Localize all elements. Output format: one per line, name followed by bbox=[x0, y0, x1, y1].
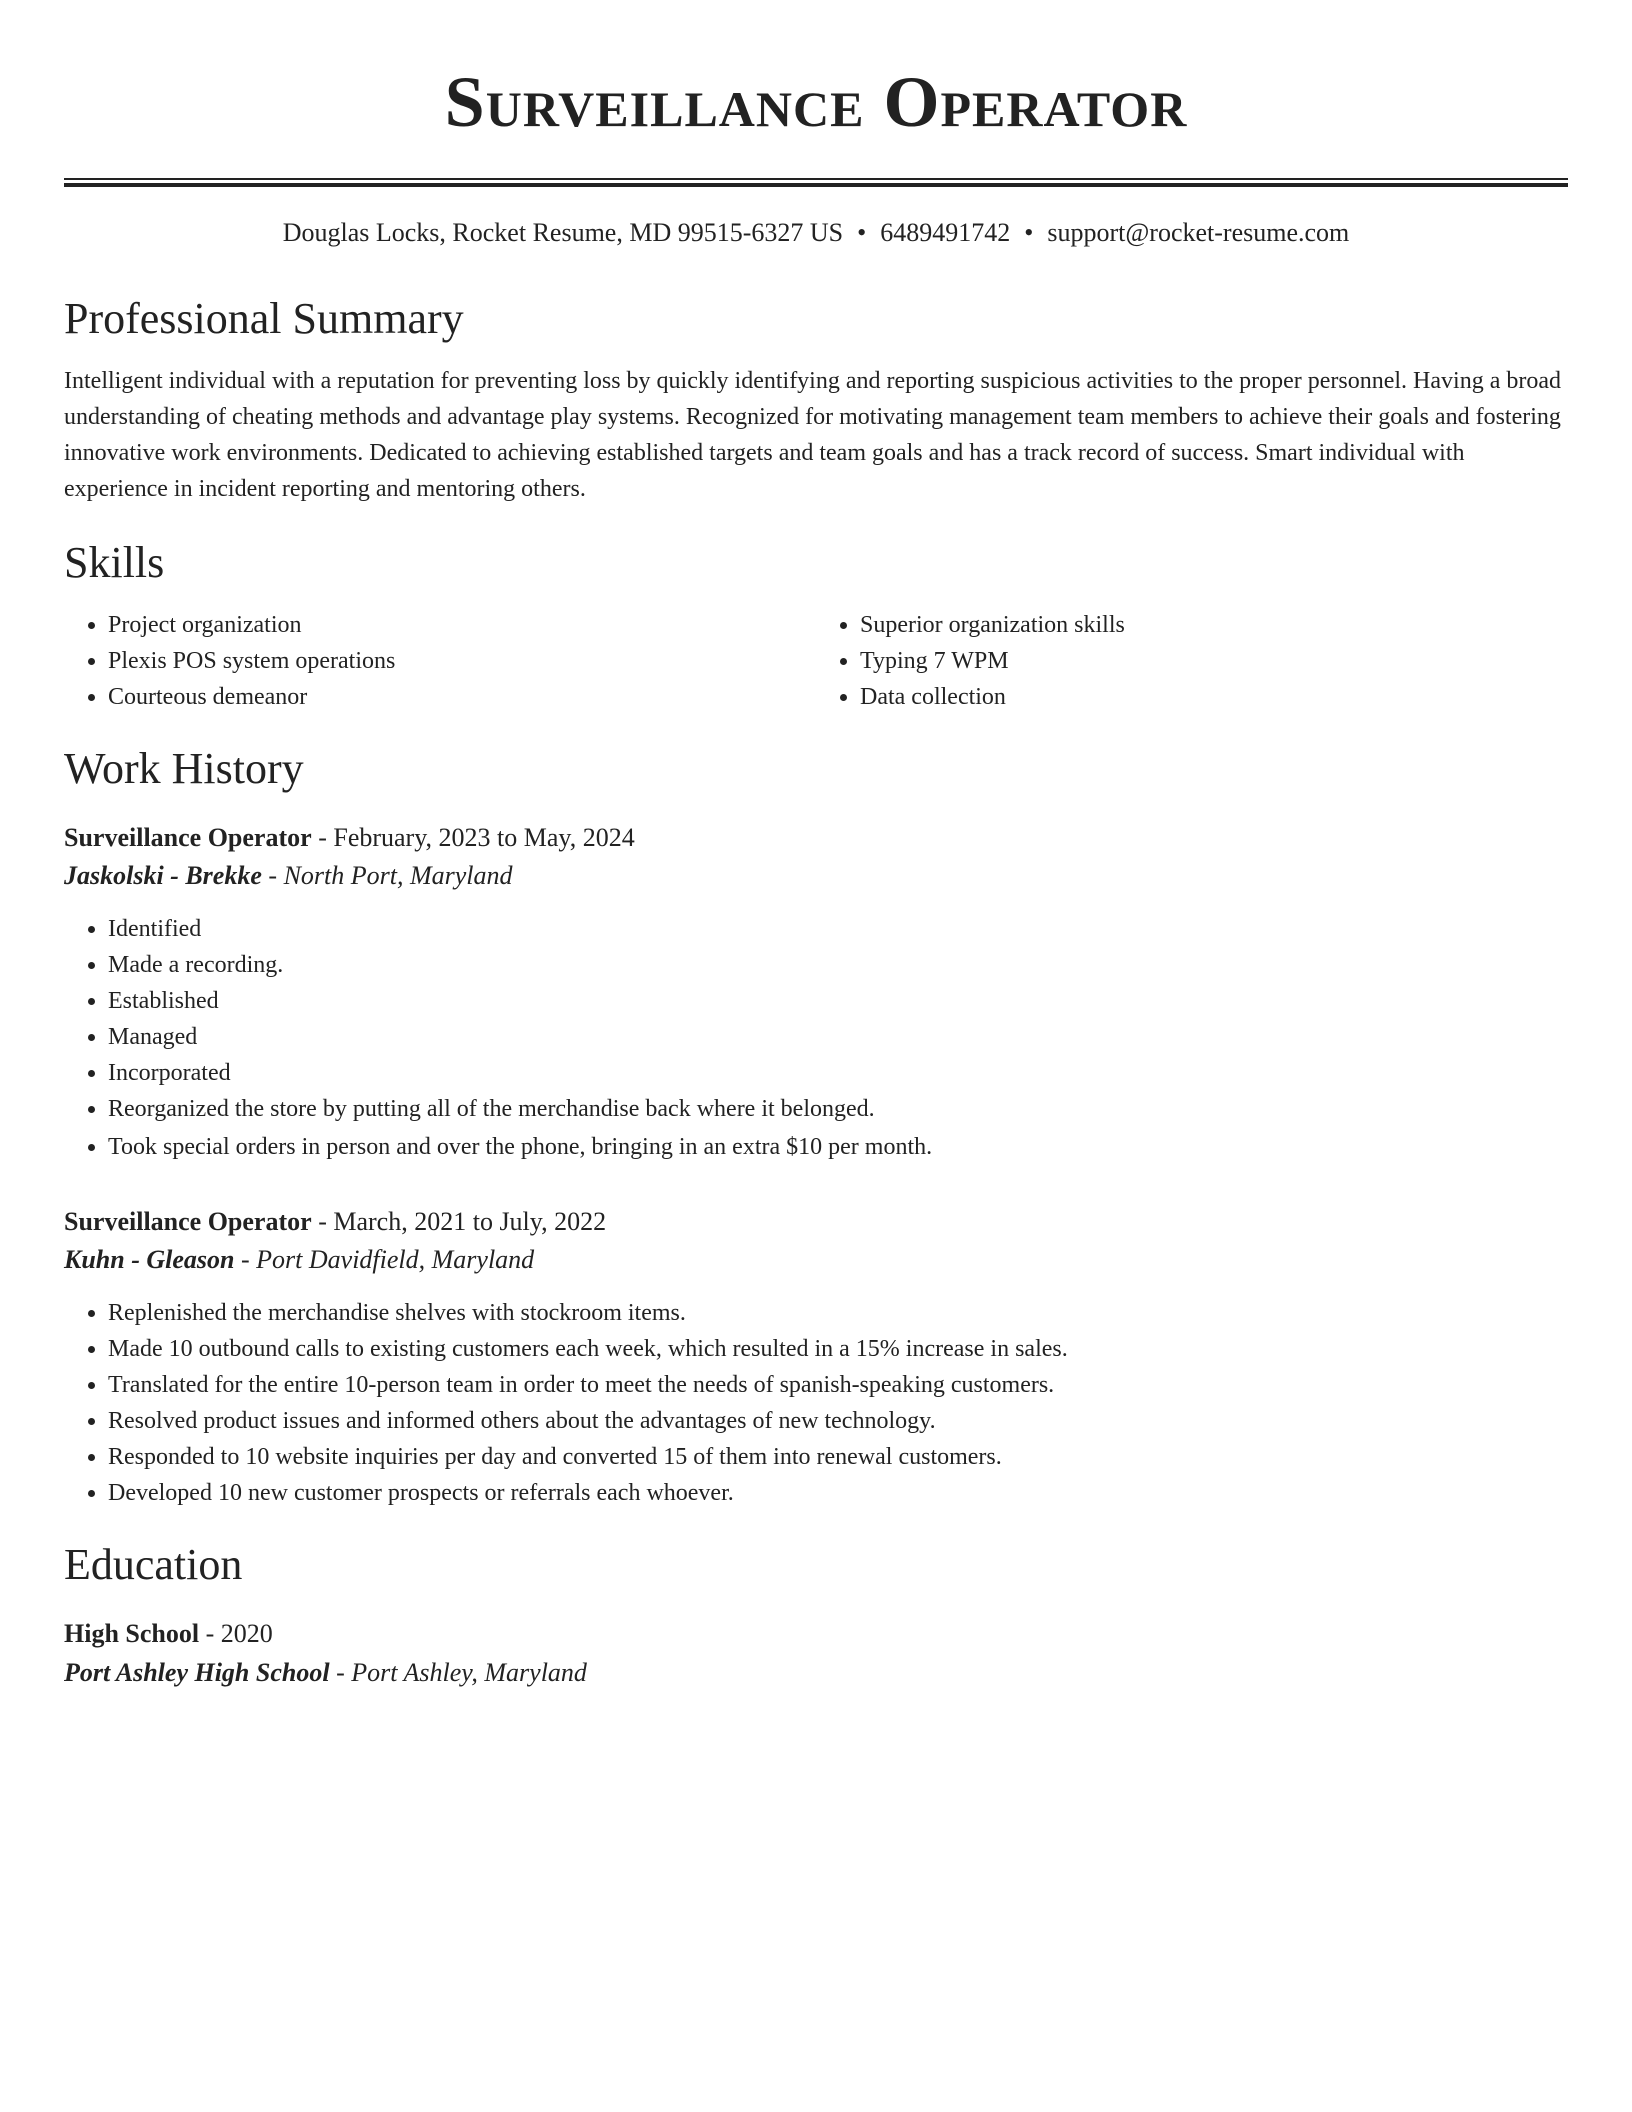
skill-item: • Plexis POS system operations bbox=[108, 643, 816, 679]
job-employer: Jaskolski - Brekke bbox=[64, 861, 262, 890]
contact-email: support@rocket-resume.com bbox=[1047, 218, 1350, 247]
job-bullet: • Took special orders in person and over the phone, bringing in an extra $10 per month. bbox=[108, 1127, 1568, 1167]
job-bullet: • Translated for the entire 10-person team in order to meet the needs of spanish-speaking customers. bbox=[108, 1367, 1568, 1403]
skills-heading: Skills bbox=[64, 538, 165, 587]
education-school: Port Ashley High School bbox=[64, 1658, 330, 1687]
job-dates: March, 2021 to July, 2022 bbox=[333, 1207, 607, 1236]
skills-grid bbox=[64, 607, 1568, 715]
skills-list-right bbox=[816, 607, 1568, 715]
contact-phone: 6489491742 bbox=[880, 218, 1011, 247]
summary-text: Intelligent individual with a reputation for preventing loss by quickly identifying and reporting suspicious activities to the proper personnel. Having a broad understanding of cheating methods and advantage play systems. Recognized for motivating management team members to achieve their goals and fostering innovative work environments. Dedicated to achieving established targets and team goals and has a track record of success. Smart individual with experience in incident reporting and mentoring others. bbox=[64, 368, 1561, 502]
work-history-section bbox=[64, 741, 1568, 1511]
job-bullet: • Identified bbox=[108, 911, 1568, 947]
education-entry bbox=[64, 1615, 1568, 1693]
contact-separator: • bbox=[857, 218, 867, 247]
job-title-line: Surveillance Operator - March, 2021 to July, 2022 bbox=[64, 1207, 607, 1236]
work-history-heading: Work History bbox=[64, 744, 304, 793]
skill-item: • Superior organization skills bbox=[860, 607, 1568, 643]
resume-title: Surveillance Operator bbox=[444, 62, 1188, 142]
job-bullet: • Incorporated bbox=[108, 1055, 1568, 1091]
contact-separator: • bbox=[1024, 218, 1034, 247]
summary-section bbox=[64, 291, 1568, 507]
job-entry bbox=[64, 1203, 1568, 1511]
education-location: Port Ashley, Maryland bbox=[351, 1658, 587, 1687]
education-degree: High School bbox=[64, 1619, 200, 1648]
job-title-line: Surveillance Operator - February, 2023 to May, 2024 bbox=[64, 823, 635, 852]
skill-item: • Typing 7 WPM bbox=[860, 643, 1568, 679]
education-heading: Education bbox=[64, 1540, 243, 1589]
job-dates: February, 2023 to May, 2024 bbox=[333, 823, 635, 852]
job-role: Surveillance Operator bbox=[64, 823, 312, 852]
job-employer: Kuhn - Gleason bbox=[64, 1245, 235, 1274]
job-bullet: • Replenished the merchandise shelves with stockroom items. bbox=[108, 1295, 1568, 1331]
job-entry bbox=[64, 819, 1568, 1167]
job-role: Surveillance Operator bbox=[64, 1207, 312, 1236]
education-section bbox=[64, 1537, 1568, 1693]
job-bullet: • Managed bbox=[108, 1019, 1568, 1055]
skills-section bbox=[64, 535, 1568, 715]
job-bullet: • Developed 10 new customer prospects or referrals each whoever. bbox=[108, 1475, 1568, 1511]
job-bullet: • Made 10 outbound calls to existing customers each week, which resulted in a 15% increase in sales. bbox=[108, 1331, 1568, 1367]
skill-item: • Data collection bbox=[860, 679, 1568, 715]
contact-line bbox=[64, 215, 1568, 251]
title-divider bbox=[64, 178, 1568, 187]
job-employer-line: Kuhn - Gleason - Port Davidfield, Maryland bbox=[64, 1245, 535, 1274]
job-bullet: • Reorganized the store by putting all of the merchandise back where it belonged. bbox=[108, 1091, 1568, 1127]
job-location: Port Davidfield, Maryland bbox=[256, 1245, 535, 1274]
education-degree-line: High School - 2020 bbox=[64, 1619, 273, 1648]
contact-address: Douglas Locks, Rocket Resume, MD 99515-6327 US bbox=[282, 218, 844, 247]
job-bullet: • Established bbox=[108, 983, 1568, 1019]
job-employer-line: Jaskolski - Brekke - North Port, Maryland bbox=[64, 861, 513, 890]
summary-heading: Professional Summary bbox=[64, 294, 464, 343]
job-bullets bbox=[64, 911, 1568, 1167]
job-location: North Port, Maryland bbox=[283, 861, 513, 890]
job-bullet: • Responded to 10 website inquiries per day and converted 15 of them into renewal customers. bbox=[108, 1439, 1568, 1475]
job-bullet: • Resolved product issues and informed others about the advantages of new technology. bbox=[108, 1403, 1568, 1439]
education-school-line: Port Ashley High School - Port Ashley, Maryland bbox=[64, 1658, 587, 1687]
skills-list-left bbox=[64, 607, 816, 715]
job-bullets bbox=[64, 1295, 1568, 1511]
education-year: 2020 bbox=[220, 1619, 273, 1648]
skill-item: • Project organization bbox=[108, 607, 816, 643]
skill-item: • Courteous demeanor bbox=[108, 679, 816, 715]
job-bullet: • Made a recording. bbox=[108, 947, 1568, 983]
